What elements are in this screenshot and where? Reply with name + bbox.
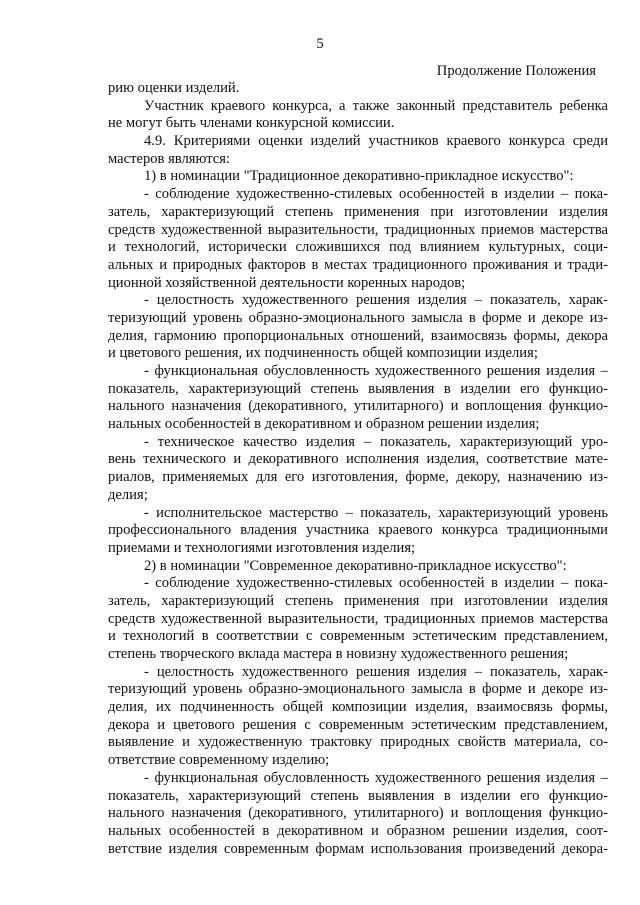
text-line: - функциональная обусловленность художественного решения изделия – — [144, 363, 608, 379]
text-line: рию оценки изделий. — [108, 80, 240, 96]
text-line: показатель, характеризующий степень выявления в изделии его функцио- — [108, 787, 608, 804]
text-line: ционной хозяйственной деятельности коренных народов; — [108, 274, 466, 291]
body-text — [108, 80, 608, 858]
page-number: 5 — [316, 36, 324, 52]
text-line: выявление и художественную трактовку природных свойств материала, со- — [108, 734, 608, 751]
text-line: приемами и технологиями изготовления изделия; — [108, 539, 416, 556]
text-line: ветствие изделия современным формам использования произведений декора- — [108, 840, 608, 857]
text-line: нальных особенностей в декоративном и образном решении изделия; — [108, 416, 540, 433]
text-line: мастеров являются: — [108, 150, 230, 167]
text-line: декора и цветового решения с современным эстетическим представлением, — [108, 716, 608, 733]
text-line: - исполнительское мастерство – показатель, характеризующий уровень — [144, 504, 608, 521]
text-line: Участник краевого конкурса, а также законный представитель ребенка — [144, 97, 608, 114]
text-line: - функциональная обусловленность художественного решения изделия – — [144, 769, 608, 786]
text-line: средств художественной выразительности, традиционных приемов мастерства — [108, 610, 608, 627]
text-line: и технологий, исторически сложившихся под влиянием культурных, соци- — [108, 239, 608, 256]
text-line: теризующий уровень образно-эмоционального замысла в форме и декоре из- — [108, 681, 608, 698]
text-line: средств художественной выразительности, традиционных приемов мастерства — [108, 221, 608, 238]
text-line: теризующий уровень образно-эмоционального замысла в форме и декоре из- — [108, 309, 608, 326]
text-line: делия, гармонию пропорциональных отношений, взаимосвязь формы, декора — [108, 327, 608, 344]
text-line: ответствие современному изделию; — [108, 752, 330, 769]
text-line: показатель, характеризующий степень выявления в изделии его функцио- — [108, 380, 608, 397]
text-line: 1) в номинации "Традиционное декоративно-прикладное искусство": — [144, 168, 574, 185]
running-head: Продолжение Положения — [436, 63, 596, 79]
text-line: - соблюдение художественно-стилевых особенностей в изделии – пока- — [144, 186, 608, 203]
text-line: - целостность художественного решения изделия – показатель, харак- — [144, 292, 608, 309]
text-line: профессионального владения участника краевого конкурса традиционными — [108, 522, 608, 539]
text-line: 4.9. Критериями оценки изделий участников краевого конкурса среди — [144, 133, 608, 150]
text-line: - техническое качество изделия – показатель, характеризующий уро- — [144, 433, 608, 450]
text-line: - целостность художественного решения изделия – показатель, харак- — [144, 663, 608, 680]
text-line: вень технического и декоративного исполнения изделия, соответствие мате- — [108, 451, 608, 468]
text-line: не могут быть членами конкурсной комиссии. — [108, 115, 395, 132]
text-line: делия; — [108, 486, 148, 503]
text-line: делия, их подчиненность общей композиции изделия, взаимосвязь формы, — [108, 699, 608, 716]
text-line: - соблюдение художественно-стилевых особенностей в изделии – пока- — [144, 575, 608, 592]
text-line: нального назначения (декоративного, утилитарного) и воплощения функцио- — [108, 805, 608, 822]
text-line: альных и природных факторов в местах традиционного проживания и тради- — [108, 256, 608, 273]
text-line: риалов, применяемых для его изготовления, форме, декору, назначению из- — [108, 469, 608, 486]
text-line: 2) в номинации "Современное декоративно-прикладное искусство": — [144, 557, 567, 574]
text-line: затель, характеризующий степень применения при изготовлении изделия — [108, 592, 608, 609]
text-line: нальных особенностей в декоративном и образном решении изделия, соот- — [108, 822, 608, 839]
text-line: и цветового решения, их подчиненность общей композиции изделия; — [108, 345, 538, 362]
text-line: степень творческого вклада мастера в новизну художественного решения; — [108, 646, 569, 662]
text-line: нального назначения (декоративного, утилитарного) и воплощения функцио- — [108, 398, 608, 415]
text-line: и технологий в соответствии с современным эстетическим представлением, — [108, 628, 608, 645]
text-line: затель, характеризующий степень применения при изготовлении изделия — [108, 203, 608, 220]
